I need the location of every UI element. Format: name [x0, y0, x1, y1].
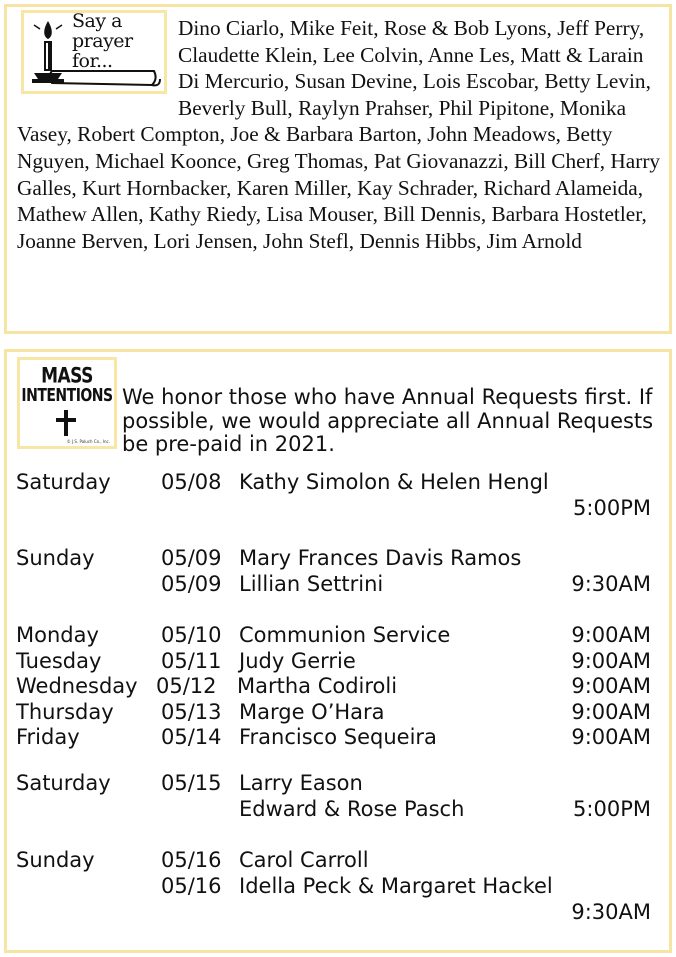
schedule-name: Carol Carroll [239, 848, 369, 872]
schedule-date: 05/09 [161, 546, 222, 570]
schedule-row [7, 848, 667, 874]
schedule-day: Saturday [16, 470, 111, 494]
schedule-time: 9:00AM [571, 623, 651, 647]
schedule-day: Wednesday [16, 674, 138, 698]
schedule-day: Monday [16, 623, 99, 647]
schedule-row [7, 496, 667, 522]
schedule-name: Martha Codiroli [237, 674, 398, 698]
schedule-name: Marge O’Hara [239, 700, 385, 724]
schedule-day: Thursday [16, 700, 114, 724]
schedule-date: 05/09 [161, 572, 222, 596]
schedule-time: 9:00AM [571, 674, 651, 698]
mass-intentions-box [4, 349, 672, 953]
schedule-name: Judy Gerrie [239, 649, 356, 673]
schedule-day: Saturday [16, 771, 111, 795]
schedule-day: Friday [16, 725, 80, 749]
schedule-name: Kathy Simolon & Helen Hengl [239, 470, 549, 494]
schedule-time: 9:30AM [571, 572, 651, 596]
schedule-date: 05/16 [161, 874, 222, 898]
schedule-date: 05/16 [161, 848, 222, 872]
prayer-names-text: Dino Ciarlo, Mike Feit, Rose & Bob Lyons, Jeff Perry, Claudette Klein, Lee Colvin, Anne Les, Matt & Larain Di Mercurio, Susan Devine, Lois Escobar, Betty Levin, Beverly Bull, Raylyn Prahser, Phil Pipitone, Monika Vasey, Robert Compton, Joe & Barbara Barton, John Meadows, Betty Nguyen, Michael Koonce, Greg Thomas, Pat Giovanazzi, Bill Cherf, Harry Galles, Kurt Hornbacker, Karen Miller, Kay Schrader, Richard Alameida, Mathew Allen, Kathy Riedy, Lisa Mouser, Bill Dennis, Barbara Hostetler, Joanne Berven, Lori Jensen, John Stefl, Dennis Hibbs, Jim Arnold [17, 16, 661, 253]
schedule-row [7, 623, 667, 649]
schedule-name: Edward & Rose Pasch [239, 797, 465, 821]
schedule-row [7, 572, 667, 598]
schedule-date: 05/13 [161, 700, 222, 724]
schedule-time: 9:00AM [571, 700, 651, 724]
schedule-name: Mary Frances Davis Ramos [239, 546, 522, 570]
schedule-time: 9:00AM [571, 649, 651, 673]
mass-logo-copyright: © J.S. Paluch Co., Inc. [66, 439, 110, 444]
schedule-row [7, 674, 667, 700]
schedule-date: 05/11 [161, 649, 222, 673]
prayer-list-box [4, 4, 672, 334]
schedule-row [7, 470, 667, 496]
schedule-time: 5:00PM [573, 496, 651, 520]
schedule-row [7, 700, 667, 726]
schedule-row [7, 771, 667, 797]
mass-logo-line2: INTENTIONS [21, 386, 113, 406]
cross-icon [54, 410, 78, 436]
prayer-names [17, 15, 663, 254]
schedule-row [7, 649, 667, 675]
schedule-row [7, 874, 667, 900]
schedule-row [7, 725, 667, 751]
mass-intro-text: We honor those who have Annual Requests first. If possible, we would appreciate all Annual Requests be pre-paid in 2021. [122, 385, 654, 456]
schedule-name: Lillian Settrini [239, 572, 384, 596]
schedule-day: Sunday [16, 546, 95, 570]
schedule-name: Idella Peck & Margaret Hackel [239, 874, 553, 898]
schedule-name: Communion Service [239, 623, 451, 647]
schedule-time: 5:00PM [573, 797, 651, 821]
schedule-date: 05/10 [161, 623, 222, 647]
schedule-row [7, 797, 667, 823]
prayer-logo-text: Say a prayer for... [72, 13, 133, 72]
schedule-day: Sunday [16, 848, 95, 872]
schedule-date: 05/14 [161, 725, 222, 749]
schedule-name: Larry Eason [239, 771, 363, 795]
schedule-day: Tuesday [16, 649, 102, 673]
schedule-row [7, 900, 667, 926]
schedule-date: 05/12 [156, 674, 217, 698]
schedule-time: 9:30AM [571, 900, 651, 924]
schedule-name: Francisco Sequeira [239, 725, 437, 749]
mass-intentions-logo [17, 357, 117, 449]
schedule-row [7, 546, 667, 572]
schedule-time: 9:00AM [571, 725, 651, 749]
schedule-date: 05/08 [161, 470, 222, 494]
schedule-date: 05/15 [161, 771, 222, 795]
mass-logo-line1: MASS [41, 363, 93, 389]
